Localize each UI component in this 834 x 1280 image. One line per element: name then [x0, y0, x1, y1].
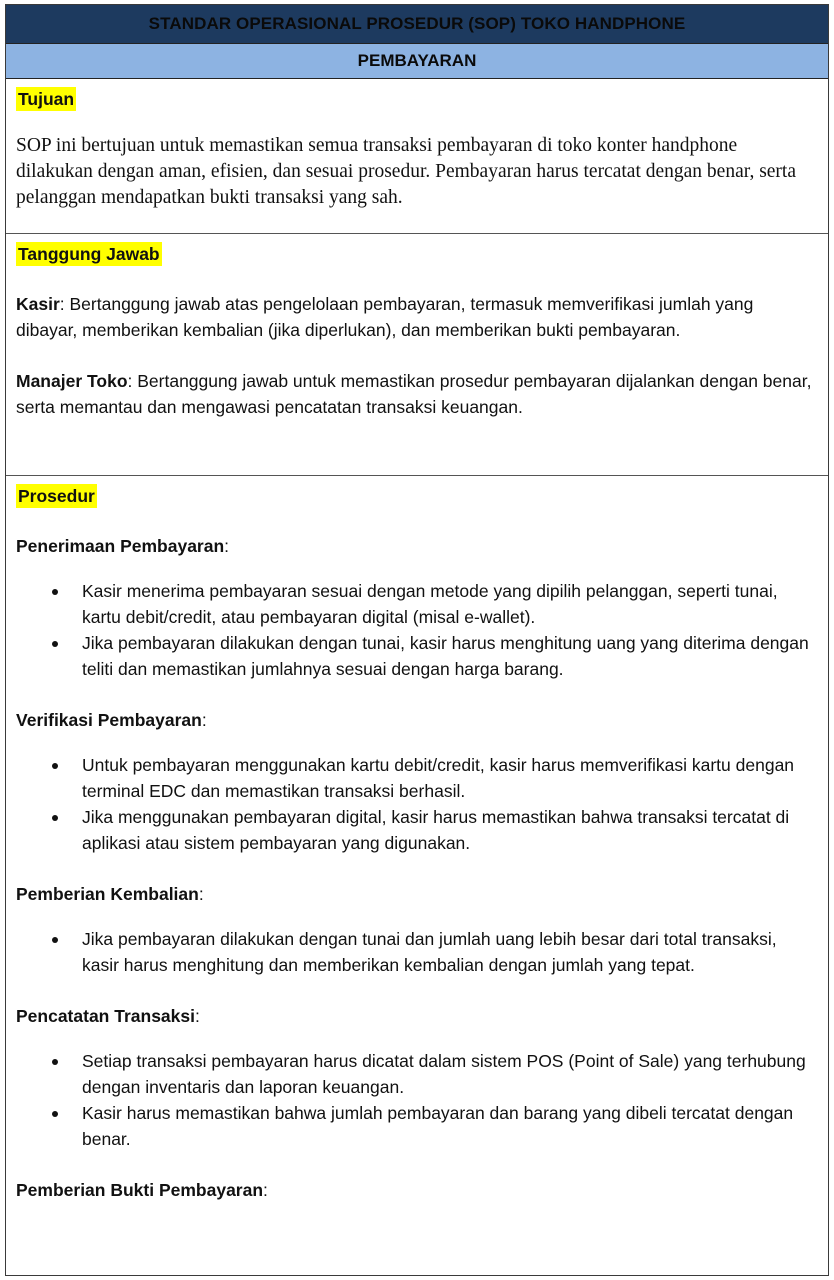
document-subtitle: PEMBAYARAN	[6, 44, 828, 79]
bullet-list	[16, 752, 818, 856]
bullet-icon	[52, 1059, 58, 1065]
role-name: Kasir	[16, 294, 60, 314]
list-item: Jika pembayaran dilakukan dengan tunai dan jumlah uang lebih besar dari total transaksi, kasir harus menghitung dan memberikan kembalian dengan jumlah yang tepat.	[16, 926, 818, 978]
section-heading-prosedur: Prosedur	[18, 486, 95, 506]
section-heading-tanggung-jawab: Tanggung Jawab	[18, 244, 160, 264]
role-name: Manajer Toko	[16, 371, 128, 391]
bullet-icon	[52, 937, 58, 943]
section-heading-tujuan: Tujuan	[18, 89, 75, 109]
section-prosedur	[6, 476, 828, 1214]
list-item: Setiap transaksi pembayaran harus dicatat dalam sistem POS (Point of Sale) yang terhubung dengan inventaris dan laporan keuangan.	[16, 1048, 818, 1100]
list-item: Untuk pembayaran menggunakan kartu debit/credit, kasir harus memverifikasi kartu dengan terminal EDC dan memastikan transaksi berhasil.	[16, 752, 818, 804]
sop-document	[5, 4, 829, 1276]
section-tanggung-jawab	[6, 234, 828, 476]
section-tujuan	[6, 79, 828, 234]
step-title: Pencatatan Transaksi:	[16, 1006, 200, 1026]
document-title: STANDAR OPERASIONAL PROSEDUR (SOP) TOKO HANDPHONE	[6, 5, 828, 44]
bullet-list	[16, 1048, 818, 1152]
bullet-icon	[52, 1111, 58, 1117]
list-item: Kasir harus memastikan bahwa jumlah pembayaran dan barang yang dibeli tercatat dengan benar.	[16, 1100, 818, 1152]
bullet-list	[16, 578, 818, 682]
list-item: Jika menggunakan pembayaran digital, kasir harus memastikan bahwa transaksi tercatat di aplikasi atau sistem pembayaran yang digunakan.	[16, 804, 818, 856]
bullet-icon	[52, 641, 58, 647]
bullet-icon	[52, 815, 58, 821]
role-kasir	[16, 291, 818, 343]
bullet-list	[16, 926, 818, 978]
tujuan-text: SOP ini bertujuan untuk memastikan semua transaksi pembayaran di toko konter handphone dilakukan dengan aman, efisien, dan sesuai prosedur. Pembayaran harus tercatat dengan benar, serta pelanggan mendapatkan bukti transaksi yang sah.	[16, 135, 796, 208]
step-title: Penerimaan Pembayaran:	[16, 536, 230, 556]
step-title: Pemberian Bukti Pembayaran:	[16, 1180, 268, 1200]
role-description: : Bertanggung jawab untuk memastikan prosedur pembayaran dijalankan dengan benar, serta memantau dan mengawasi pencatatan transaksi keuangan.	[16, 371, 812, 417]
list-item: Kasir menerima pembayaran sesuai dengan metode yang dipilih pelanggan, seperti tunai, kartu debit/credit, atau pembayaran digital (misal e-wallet).	[16, 578, 818, 630]
list-item: Jika pembayaran dilakukan dengan tunai, kasir harus menghitung uang yang diterima dengan teliti dan memastikan jumlahnya sesuai dengan harga barang.	[16, 630, 818, 682]
bullet-icon	[52, 763, 58, 769]
role-manajer-toko	[16, 368, 818, 420]
bullet-icon	[52, 589, 58, 595]
role-description: : Bertanggung jawab atas pengelolaan pembayaran, termasuk memverifikasi jumlah yang dibayar, memberikan kembalian (jika diperlukan), dan memberikan bukti pembayaran.	[16, 294, 754, 340]
step-title: Verifikasi Pembayaran:	[16, 710, 207, 730]
step-title: Pemberian Kembalian:	[16, 884, 204, 904]
